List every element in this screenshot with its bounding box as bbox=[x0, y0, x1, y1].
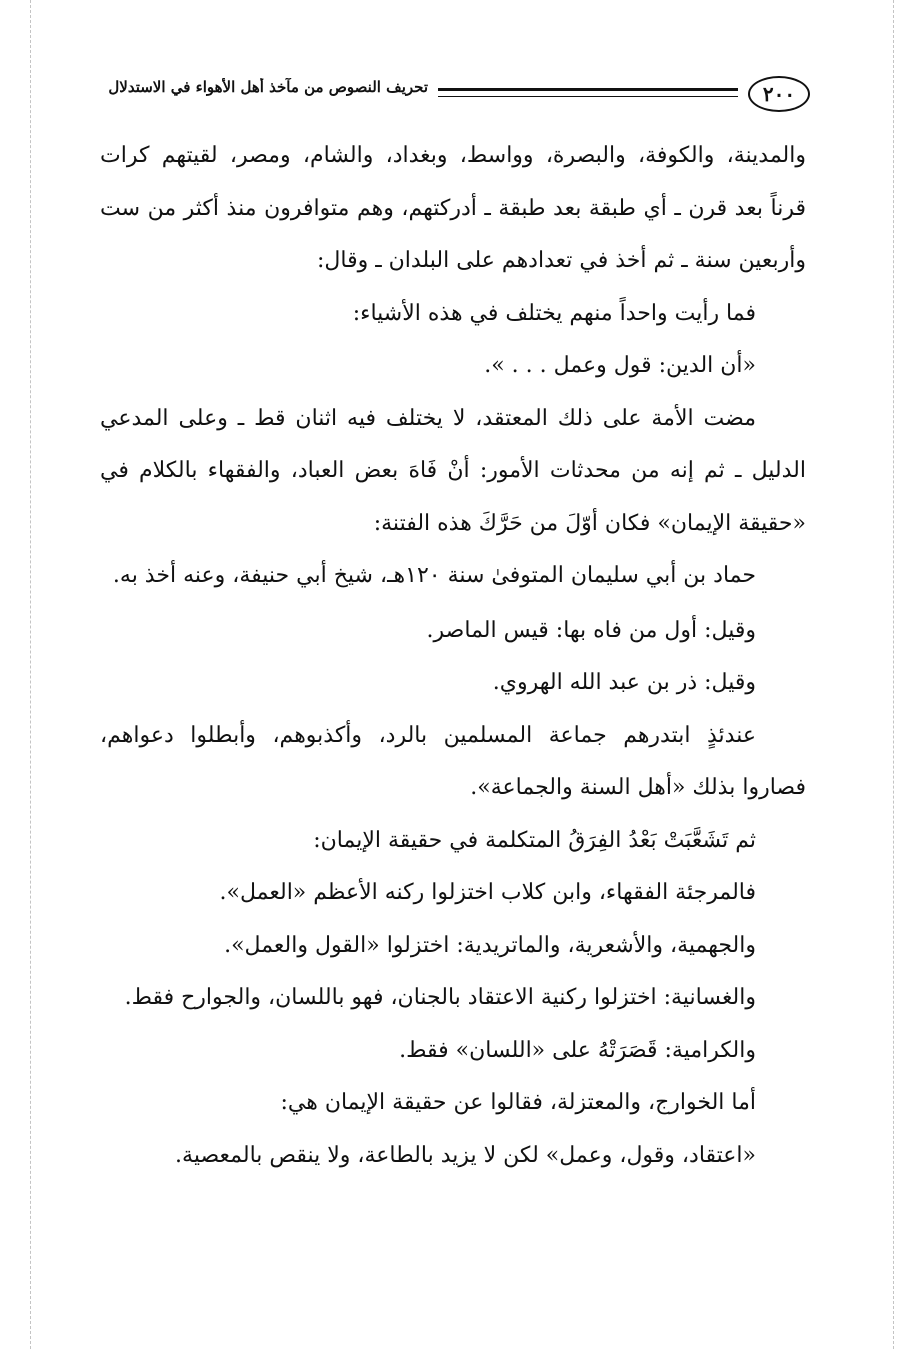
page-number: ٢٠٠ bbox=[748, 76, 810, 112]
paragraph: فالمرجئة الفقهاء، وابن كلاب اختزلوا ركنه الأعظم «العمل». bbox=[219, 880, 756, 905]
paragraph: حماد بن أبي سليمان المتوفىٰ سنة ١٢٠هـ، شيخ أبي حنيفة، وعنه أخذ به. bbox=[112, 563, 756, 588]
paragraph: فما رأيت واحداً منهم يختلف في هذه الأشياء: bbox=[352, 300, 756, 326]
header-rule bbox=[438, 88, 738, 97]
page-header bbox=[98, 74, 810, 114]
paragraph: «اعتقاد، وقول، وعمل» لكن لا يزيد بالطاعة، ولا ينقص بالمعصية. bbox=[175, 1142, 756, 1168]
paragraph: «أن الدين: قول وعمل . . . ». bbox=[484, 353, 756, 378]
paragraph: أما الخوارج، والمعتزلة، فقالوا عن حقيقة الإيمان هي: bbox=[280, 1090, 756, 1115]
paragraph: وقيل: ذر بن عبد الله الهروي. bbox=[492, 670, 756, 695]
running-title: تحريف النصوص من مآخذ أهل الأهواء في الاستدلال bbox=[108, 78, 428, 96]
left-margin-guide bbox=[30, 0, 31, 1349]
paragraph: ثم تَشَعَّبَتْ بَعْدُ الفِرَقُ المتكلمة في حقيقة الإيمان: bbox=[313, 827, 756, 853]
paragraph: والغسانية: اختزلوا ركنية الاعتقاد بالجنان، فهو باللسان، والجوارح فقط. bbox=[124, 985, 756, 1010]
body-text bbox=[100, 130, 806, 1182]
paragraph: والمدينة، والكوفة، والبصرة، وواسط، وبغداد، والشام، ومصر، لقيتهم كرات قرناً بعد قرن ـ أي طبقة بعد طبقة ـ أدركتهم، وهم متوافرون منذ أكثر من ست وأربعين سنة ـ ثم أخذ في تعدادهم على البلدان ـ وقال: bbox=[100, 143, 806, 273]
paragraph: والكرامية: قَصَرَتْهُ على «اللسان» فقط. bbox=[399, 1037, 756, 1063]
paragraph: والجهمية، والأشعرية، والماتريدية: اختزلوا «القول والعمل». bbox=[224, 932, 756, 958]
paragraph: وقيل: أول من فاه بها: قيس الماصر. bbox=[426, 617, 756, 643]
right-margin-guide bbox=[893, 0, 894, 1349]
paragraph: مضت الأمة على ذلك المعتقد، لا يختلف فيه اثنان قط ـ وعلى المدعي الدليل ـ ثم إنه من محدثات الأمور: أنْ فَاهَ بعض العباد، والفقهاء بالكلام في «حقيقة الإيمان» فكان أوّلَ من حَرَّكَ هذه الفتنة: bbox=[100, 405, 806, 536]
paragraph: عندئذٍ ابتدرهم جماعة المسلمين بالرد، وأكذبوهم، وأبطلوا دعواهم، فصاروا بذلك «أهل السنة والجماعة». bbox=[100, 722, 806, 800]
